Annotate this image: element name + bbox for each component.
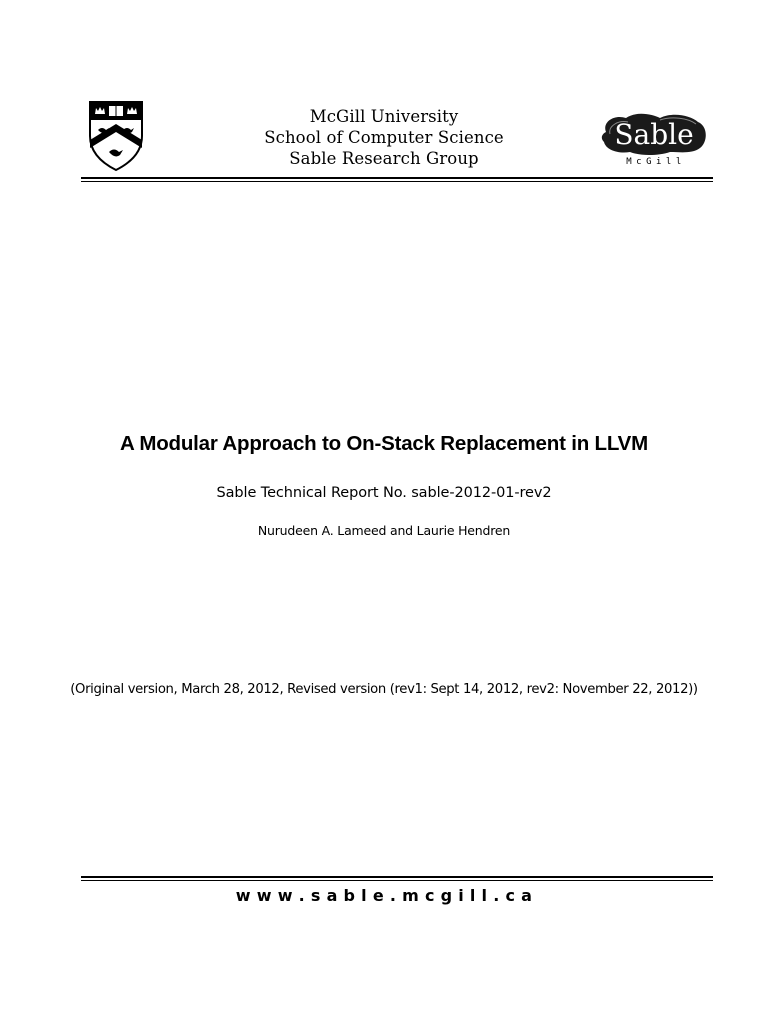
- website-link[interactable]: w w w . s a b l e . m c g i l l . c a: [235, 886, 533, 905]
- header-rule-thin: [81, 181, 713, 182]
- group-name: Sable Research Group: [289, 149, 479, 168]
- report-title: A Modular Approach to On-Stack Replacement in LLVM: [120, 432, 648, 455]
- university-name: McGill University: [309, 107, 459, 126]
- sable-logo-icon: [600, 112, 710, 168]
- mcgill-crest-icon: [88, 100, 144, 172]
- institution-block: [200, 106, 568, 169]
- version-history: (Original version, March 28, 2012, Revised version (rev1: Sept 14, 2012, rev2: November 22, 2012)): [70, 682, 698, 697]
- svg-text:McGill: McGill: [626, 157, 686, 167]
- report-number: Sable Technical Report No. sable-2012-01-rev2: [216, 485, 552, 501]
- footer-rule-thin: [81, 880, 713, 881]
- svg-text:Sable: Sable: [614, 118, 694, 151]
- footer-rule-thick: [81, 876, 713, 878]
- school-name: School of Computer Science: [264, 128, 504, 147]
- header-rule-thick: [81, 177, 713, 179]
- report-authors: Nurudeen A. Lameed and Laurie Hendren: [257, 523, 511, 538]
